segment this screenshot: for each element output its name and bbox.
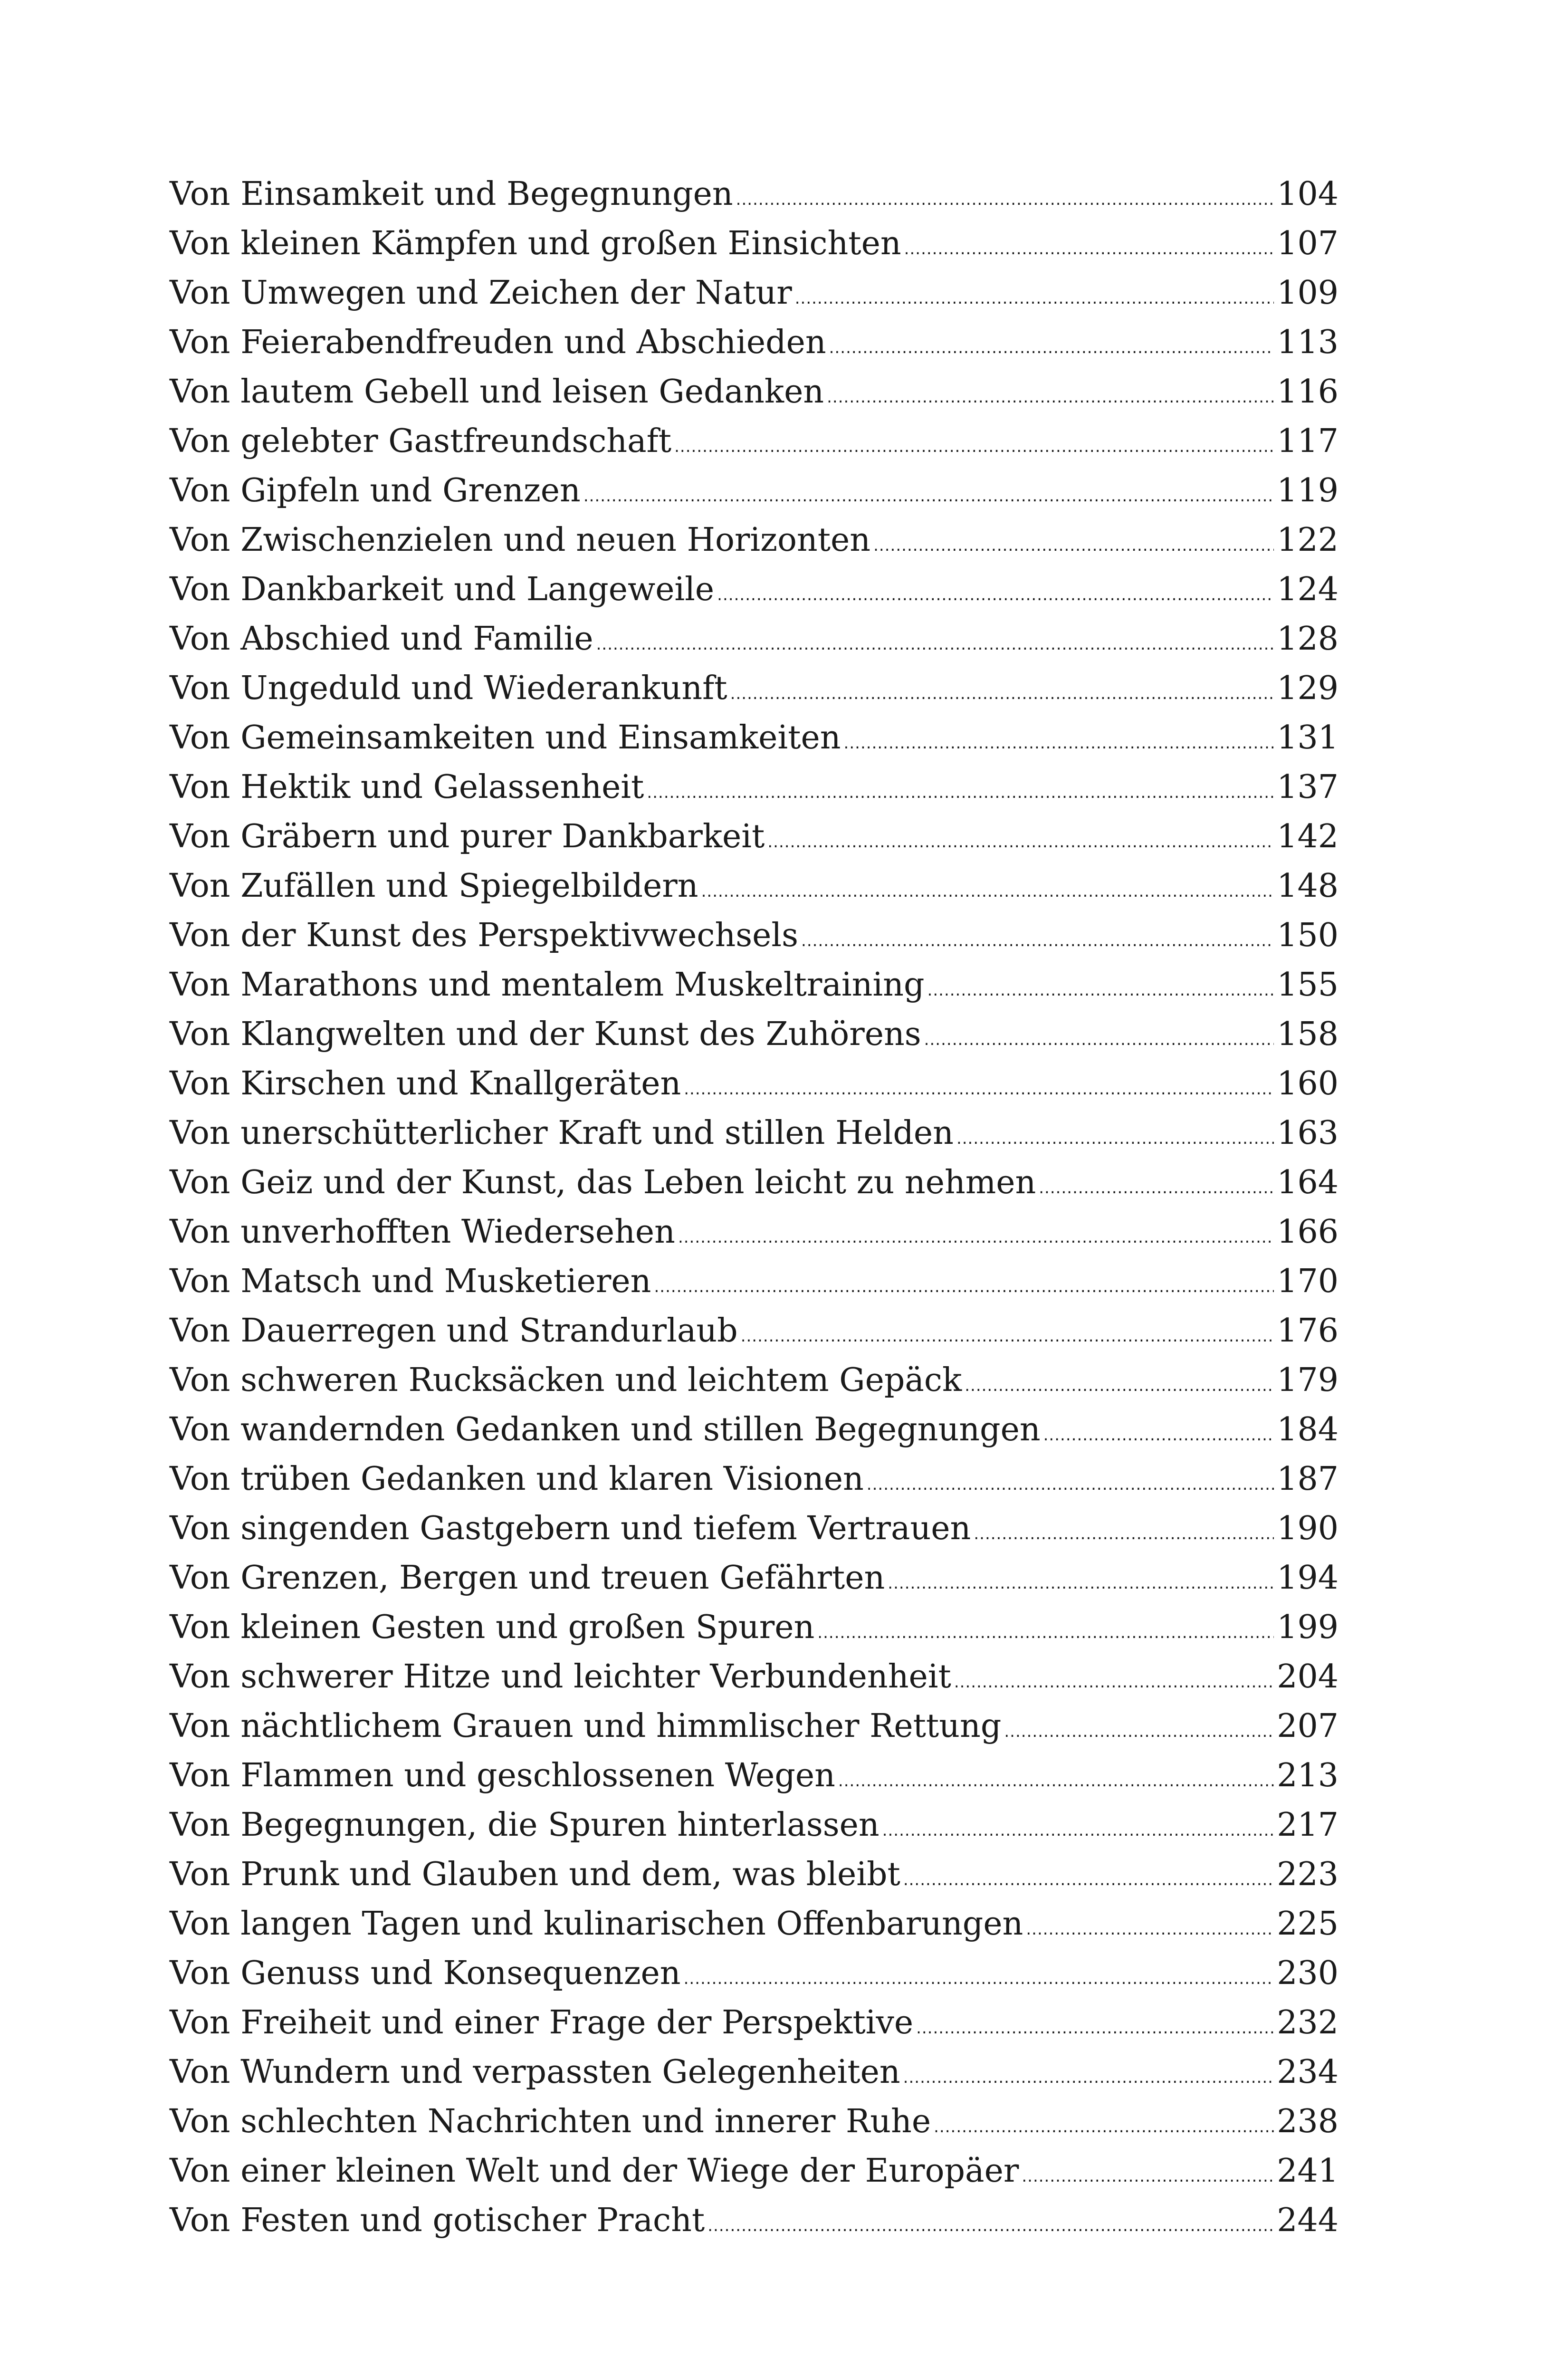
toc-entry-title: Von Gipfeln und Grenzen bbox=[170, 472, 581, 509]
toc-entry bbox=[170, 1553, 1339, 1603]
toc-entry-title: Von Ungeduld und Wiederankunft bbox=[170, 670, 727, 707]
toc-entry bbox=[170, 1998, 1339, 2048]
toc-entry-page-number: 176 bbox=[1277, 1312, 1339, 1350]
dot-leader bbox=[924, 1010, 1274, 1064]
toc-entry-page-number: 150 bbox=[1277, 917, 1339, 954]
dot-leader bbox=[678, 1207, 1274, 1262]
dot-leader bbox=[956, 1109, 1274, 1163]
toc-entry-title: Von Flammen und geschlossenen Wegen bbox=[170, 1757, 835, 1794]
toc-entry-page-number: 160 bbox=[1277, 1065, 1339, 1102]
toc-entry-page-number: 238 bbox=[1277, 2103, 1339, 2140]
toc-entry bbox=[170, 1652, 1339, 1702]
toc-entry-page-number: 166 bbox=[1277, 1213, 1339, 1251]
toc-entry bbox=[170, 1405, 1339, 1455]
toc-entry-page-number: 207 bbox=[1277, 1707, 1339, 1745]
toc-entry bbox=[170, 367, 1339, 417]
dot-leader bbox=[596, 614, 1274, 669]
toc-entry-page-number: 155 bbox=[1277, 966, 1339, 1004]
toc-entry-page-number: 204 bbox=[1277, 1658, 1339, 1696]
toc-entry bbox=[170, 1899, 1339, 1949]
toc-entry-page-number: 225 bbox=[1277, 1905, 1339, 1943]
toc-entry bbox=[170, 1751, 1339, 1801]
toc-entry-title: Von Geiz und der Kunst, das Leben leicht zu nehmen bbox=[170, 1164, 1036, 1201]
toc-entry bbox=[170, 170, 1339, 219]
dot-leader bbox=[882, 1801, 1274, 1855]
toc-entry-page-number: 217 bbox=[1277, 1806, 1339, 1844]
toc-entry-title: Von wandernden Gedanken und stillen Begegnungen bbox=[170, 1411, 1041, 1448]
toc-entry-page-number: 164 bbox=[1277, 1164, 1339, 1201]
toc-entry-title: Von lautem Gebell und leisen Gedanken bbox=[170, 373, 824, 411]
toc-entry-page-number: 122 bbox=[1277, 521, 1339, 559]
toc-entry-page-number: 194 bbox=[1277, 1559, 1339, 1597]
toc-entry-title: Von Abschied und Familie bbox=[170, 620, 593, 658]
toc-entry-page-number: 131 bbox=[1277, 719, 1339, 757]
toc-entry-title: Von schlechten Nachrichten und innerer Ruhe bbox=[170, 2103, 931, 2140]
toc-entry bbox=[170, 1949, 1339, 1998]
toc-entry-title: Von nächtlichem Grauen und himmlischer Rettung bbox=[170, 1707, 1002, 1745]
toc-entry-title: Von Kirschen und Knallgeräten bbox=[170, 1065, 681, 1102]
toc-entry bbox=[170, 1850, 1339, 1899]
dot-leader bbox=[873, 516, 1274, 570]
dot-leader bbox=[1022, 2146, 1274, 2201]
dot-leader bbox=[817, 1603, 1274, 1657]
toc-entry-page-number: 244 bbox=[1277, 2202, 1339, 2239]
dot-leader bbox=[674, 417, 1274, 471]
toc-entry bbox=[170, 219, 1339, 268]
toc-entry-page-number: 199 bbox=[1277, 1609, 1339, 1646]
toc-entry-page-number: 223 bbox=[1277, 1856, 1339, 1893]
table-of-contents bbox=[170, 170, 1339, 2245]
toc-entry-page-number: 117 bbox=[1277, 422, 1339, 460]
dot-leader bbox=[1039, 1158, 1274, 1213]
toc-entry-title: Von Genuss und Konsequenzen bbox=[170, 1954, 681, 1992]
dot-leader bbox=[927, 960, 1274, 1015]
toc-entry bbox=[170, 466, 1339, 516]
toc-entry-page-number: 213 bbox=[1277, 1757, 1339, 1794]
toc-entry-page-number: 107 bbox=[1277, 225, 1339, 262]
toc-entry bbox=[170, 1010, 1339, 1059]
toc-entry bbox=[170, 960, 1339, 1010]
dot-leader bbox=[730, 664, 1274, 719]
dot-leader bbox=[801, 911, 1274, 966]
toc-entry-title: Von Gräbern und purer Dankbarkeit bbox=[170, 818, 765, 855]
toc-entry-title: Von Feierabendfreuden und Abschieden bbox=[170, 324, 826, 361]
dot-leader bbox=[684, 1949, 1274, 2003]
toc-entry-title: Von unerschütterlicher Kraft und stillen Helden bbox=[170, 1114, 954, 1152]
toc-entry-page-number: 128 bbox=[1277, 620, 1339, 658]
toc-entry-title: Von schwerer Hitze und leichter Verbundenheit bbox=[170, 1658, 951, 1696]
toc-entry-page-number: 190 bbox=[1277, 1510, 1339, 1547]
toc-entry bbox=[170, 2097, 1339, 2146]
toc-entry bbox=[170, 1207, 1339, 1257]
dot-leader bbox=[1004, 1702, 1274, 1756]
toc-entry-title: Von Klangwelten und der Kunst des Zuhörens bbox=[170, 1016, 921, 1053]
toc-entry-title: Von Dauerregen und Strandurlaub bbox=[170, 1312, 738, 1350]
toc-entry bbox=[170, 2048, 1339, 2097]
dot-leader bbox=[647, 763, 1274, 817]
dot-leader bbox=[795, 268, 1274, 323]
toc-entry-title: Von Hektik und Gelassenheit bbox=[170, 768, 644, 806]
dot-leader bbox=[827, 367, 1274, 422]
toc-entry bbox=[170, 2196, 1339, 2245]
toc-entry-page-number: 184 bbox=[1277, 1411, 1339, 1448]
toc-entry-title: Von einer kleinen Welt und der Wiege der Europäer bbox=[170, 2152, 1019, 2190]
toc-entry-title: Von singenden Gastgebern und tiefem Vertrauen bbox=[170, 1510, 971, 1547]
toc-entry-page-number: 179 bbox=[1277, 1361, 1339, 1399]
toc-entry-title: Von Dankbarkeit und Langeweile bbox=[170, 571, 715, 608]
toc-entry bbox=[170, 1356, 1339, 1405]
toc-entry-page-number: 129 bbox=[1277, 670, 1339, 707]
toc-entry bbox=[170, 1504, 1339, 1553]
toc-entry bbox=[170, 763, 1339, 812]
toc-entry bbox=[170, 614, 1339, 664]
toc-entry bbox=[170, 1455, 1339, 1504]
toc-entry-title: Von Umwegen und Zeichen der Natur bbox=[170, 274, 792, 312]
toc-entry-title: Von Grenzen, Bergen und treuen Gefährten bbox=[170, 1559, 885, 1597]
toc-entry bbox=[170, 1702, 1339, 1751]
toc-entry-title: Von schweren Rucksäcken und leichtem Gepäck bbox=[170, 1361, 962, 1399]
dot-leader bbox=[934, 2097, 1274, 2152]
toc-entry bbox=[170, 516, 1339, 565]
toc-entry-title: Von Einsamkeit und Begegnungen bbox=[170, 175, 733, 213]
toc-entry bbox=[170, 2146, 1339, 2196]
toc-entry-page-number: 163 bbox=[1277, 1114, 1339, 1152]
dot-leader bbox=[583, 466, 1274, 521]
toc-entry-title: Von Gemeinsamkeiten und Einsamkeiten bbox=[170, 719, 841, 757]
dot-leader bbox=[1043, 1405, 1274, 1460]
toc-entry-title: Von Zwischenzielen und neuen Horizonten bbox=[170, 521, 871, 559]
dot-leader bbox=[974, 1504, 1274, 1559]
toc-entry bbox=[170, 417, 1339, 466]
toc-entry bbox=[170, 1158, 1339, 1207]
dot-leader bbox=[903, 2048, 1274, 2102]
toc-entry bbox=[170, 1059, 1339, 1109]
dot-leader bbox=[838, 1751, 1274, 1806]
dot-leader bbox=[741, 1306, 1274, 1361]
toc-entry-page-number: 158 bbox=[1277, 1016, 1339, 1053]
toc-entry-page-number: 124 bbox=[1277, 571, 1339, 608]
toc-entry-title: Von langen Tagen und kulinarischen Offenbarungen bbox=[170, 1905, 1023, 1943]
toc-entry bbox=[170, 713, 1339, 763]
toc-entry-title: Von Matsch und Musketieren bbox=[170, 1263, 651, 1300]
toc-entry bbox=[170, 268, 1339, 318]
toc-entry-title: Von Marathons und mentalem Muskeltraining bbox=[170, 966, 925, 1004]
toc-entry bbox=[170, 1603, 1339, 1652]
toc-entry-page-number: 119 bbox=[1277, 472, 1339, 509]
dot-leader bbox=[701, 862, 1274, 916]
toc-entry bbox=[170, 812, 1339, 862]
dot-leader bbox=[867, 1455, 1274, 1509]
toc-entry bbox=[170, 1306, 1339, 1356]
dot-leader bbox=[829, 318, 1274, 373]
toc-entry bbox=[170, 1109, 1339, 1158]
toc-entry-page-number: 187 bbox=[1277, 1460, 1339, 1498]
toc-entry bbox=[170, 565, 1339, 614]
toc-entry-page-number: 113 bbox=[1277, 324, 1339, 361]
toc-entry bbox=[170, 664, 1339, 713]
dot-leader bbox=[903, 1850, 1274, 1905]
dot-leader bbox=[844, 713, 1274, 768]
dot-leader bbox=[904, 219, 1274, 274]
toc-entry-title: Von Begegnungen, die Spuren hinterlassen bbox=[170, 1806, 880, 1844]
toc-entry-title: Von Prunk und Glauben und dem, was bleibt bbox=[170, 1856, 900, 1893]
toc-entry-title: Von kleinen Kämpfen und großen Einsichten bbox=[170, 225, 901, 262]
toc-entry-page-number: 232 bbox=[1277, 2004, 1339, 2041]
toc-entry bbox=[170, 1257, 1339, 1306]
toc-entry-title: Von trüben Gedanken und klaren Visionen bbox=[170, 1460, 864, 1498]
dot-leader bbox=[767, 812, 1274, 867]
toc-entry bbox=[170, 911, 1339, 960]
toc-entry-page-number: 137 bbox=[1277, 768, 1339, 806]
toc-entry bbox=[170, 318, 1339, 367]
toc-entry-title: Von Festen und gotischer Pracht bbox=[170, 2202, 705, 2239]
toc-entry-page-number: 116 bbox=[1277, 373, 1339, 411]
dot-leader bbox=[654, 1257, 1274, 1312]
toc-entry-page-number: 148 bbox=[1277, 867, 1339, 905]
dot-leader bbox=[717, 565, 1274, 620]
toc-entry-page-number: 170 bbox=[1277, 1263, 1339, 1300]
toc-entry-page-number: 104 bbox=[1277, 175, 1339, 213]
dot-leader bbox=[965, 1356, 1274, 1410]
toc-entry bbox=[170, 862, 1339, 911]
toc-entry-title: Von Freiheit und einer Frage der Perspektive bbox=[170, 2004, 914, 2041]
toc-entry-page-number: 142 bbox=[1277, 818, 1339, 855]
dot-leader bbox=[954, 1652, 1274, 1707]
toc-entry-title: Von kleinen Gesten und großen Spuren bbox=[170, 1609, 815, 1646]
toc-entry-title: Von Wundern und verpassten Gelegenheiten bbox=[170, 2053, 900, 2091]
dot-leader bbox=[684, 1059, 1274, 1114]
toc-entry-page-number: 109 bbox=[1277, 274, 1339, 312]
toc-entry-page-number: 230 bbox=[1277, 1954, 1339, 1992]
toc-entry-page-number: 241 bbox=[1277, 2152, 1339, 2190]
dot-leader bbox=[1026, 1899, 1274, 1954]
toc-entry-title: Von gelebter Gastfreundschaft bbox=[170, 422, 672, 460]
toc-entry-title: Von Zufällen und Spiegelbildern bbox=[170, 867, 698, 905]
toc-entry-title: Von unverhofften Wiedersehen bbox=[170, 1213, 675, 1251]
toc-entry-page-number: 234 bbox=[1277, 2053, 1339, 2091]
toc-entry bbox=[170, 1801, 1339, 1850]
dot-leader bbox=[736, 170, 1274, 224]
toc-entry-title: Von der Kunst des Perspektivwechsels bbox=[170, 917, 799, 954]
dot-leader bbox=[888, 1553, 1274, 1608]
dot-leader bbox=[916, 1998, 1274, 2053]
dot-leader bbox=[708, 2196, 1274, 2251]
